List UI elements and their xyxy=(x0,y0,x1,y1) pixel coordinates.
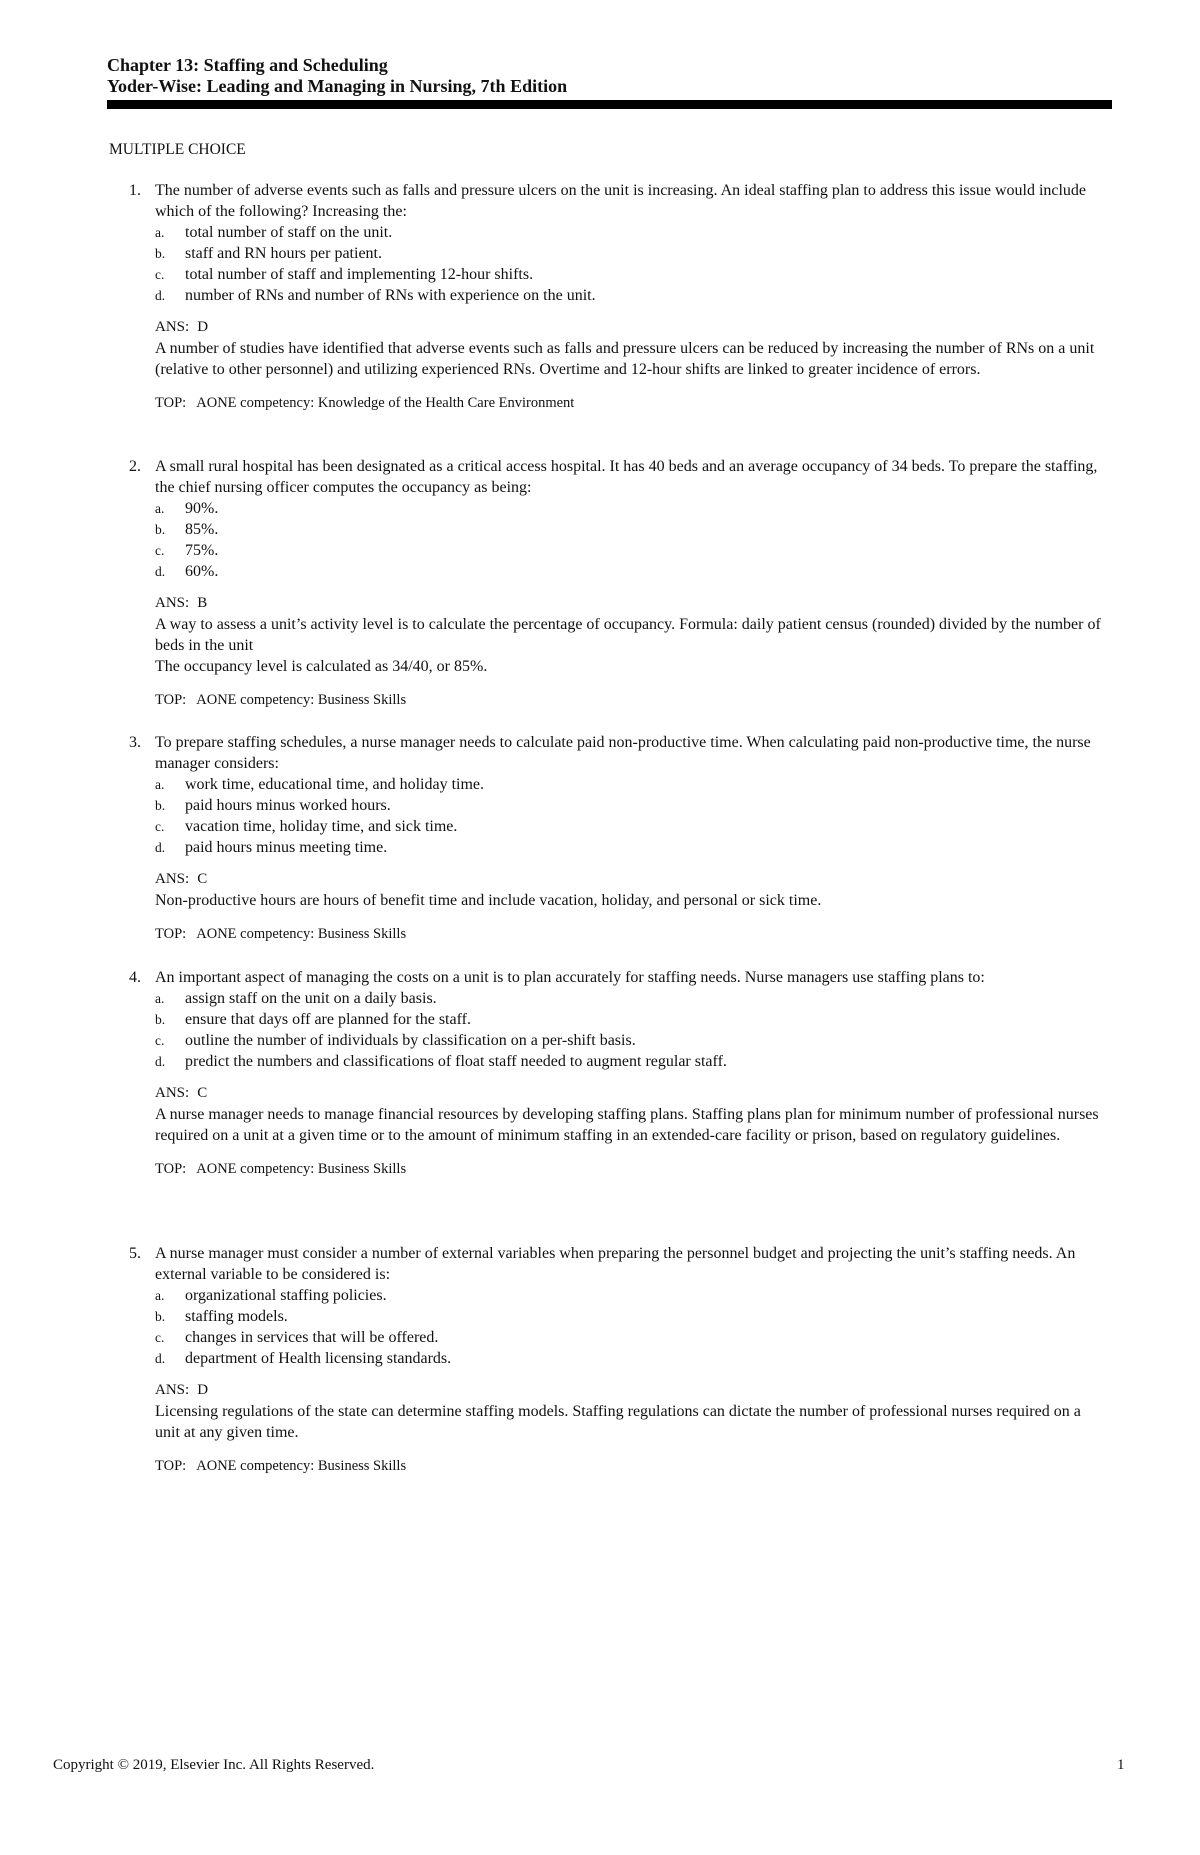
option-text: vacation time, holiday time, and sick time. xyxy=(185,818,458,835)
question-number: 2. xyxy=(129,458,141,475)
topic-label: TOP: xyxy=(155,1161,187,1177)
topic-line xyxy=(155,393,1109,414)
option-list xyxy=(155,774,1109,858)
topic-value: AONE competency: Business Skills xyxy=(196,1161,407,1177)
option-b xyxy=(155,795,1109,816)
option-text: total number of staff on the unit. xyxy=(185,224,393,241)
answer-line xyxy=(155,868,1109,890)
option-text: total number of staff and implementing 12-hour shifts. xyxy=(185,266,534,283)
option-letter: d. xyxy=(155,840,166,855)
option-a xyxy=(155,988,1109,1009)
topic-label: TOP: xyxy=(155,1458,187,1474)
answer-line xyxy=(155,592,1109,614)
answer-value: D xyxy=(197,319,209,335)
option-text: paid hours minus worked hours. xyxy=(185,797,391,814)
topic-line xyxy=(155,924,1109,945)
answer-line xyxy=(155,1379,1109,1401)
option-d xyxy=(155,837,1109,858)
option-letter: a. xyxy=(155,501,165,516)
option-letter: b. xyxy=(155,1309,166,1324)
topic-line xyxy=(155,1159,1109,1180)
topic-label: TOP: xyxy=(155,926,187,942)
rationale: A way to assess a unit’s activity level is to calculate the percentage of occupancy. Formula: daily patient census (rounded) divided by the number of beds in the unit xyxy=(155,616,1101,654)
answer-line xyxy=(155,316,1109,338)
option-letter: a. xyxy=(155,1288,165,1303)
option-text: number of RNs and number of RNs with experience on the unit. xyxy=(185,287,596,304)
option-text: 90%. xyxy=(185,500,219,517)
option-letter: d. xyxy=(155,1351,166,1366)
option-c xyxy=(155,1030,1109,1051)
option-d xyxy=(155,285,1109,306)
question-number: 3. xyxy=(129,734,141,751)
option-b xyxy=(155,1009,1109,1030)
question-1 xyxy=(109,180,1109,456)
option-list xyxy=(155,222,1109,306)
option-b xyxy=(155,243,1109,264)
option-a xyxy=(155,498,1109,519)
question-list xyxy=(109,180,1109,1477)
option-c xyxy=(155,540,1109,561)
topic-value: AONE competency: Knowledge of the Health Care Environment xyxy=(196,395,575,411)
option-text: ensure that days off are planned for the staff. xyxy=(185,1011,471,1028)
answer-block xyxy=(155,1379,1109,1443)
question-stem: To prepare staffing schedules, a nurse manager needs to calculate paid non-productive time. When calculating paid non-productive time, the nurse manager considers: xyxy=(155,734,1091,772)
option-c xyxy=(155,816,1109,837)
topic-value: AONE competency: Business Skills xyxy=(196,1458,407,1474)
answer-label: ANS: xyxy=(155,1085,190,1101)
option-list xyxy=(155,988,1109,1072)
option-letter: d. xyxy=(155,1054,166,1069)
option-letter: a. xyxy=(155,777,165,792)
option-letter: a. xyxy=(155,225,165,240)
option-a xyxy=(155,1285,1109,1306)
option-letter: c. xyxy=(155,267,165,282)
option-list xyxy=(155,1285,1109,1369)
option-text: staff and RN hours per patient. xyxy=(185,245,382,262)
option-text: assign staff on the unit on a daily basis. xyxy=(185,990,437,1007)
question-3 xyxy=(109,732,1109,967)
option-letter: d. xyxy=(155,564,166,579)
option-text: department of Health licensing standards. xyxy=(185,1350,452,1367)
option-letter: a. xyxy=(155,991,165,1006)
question-number: 5. xyxy=(129,1245,141,1262)
option-b xyxy=(155,519,1109,540)
rationale-extra: The occupancy level is calculated as 34/40, or 85%. xyxy=(155,658,488,675)
chapter-title: Chapter 13: Staffing and Scheduling xyxy=(107,55,388,75)
option-text: 75%. xyxy=(185,542,219,559)
question-2 xyxy=(109,456,1109,732)
header-rule xyxy=(107,100,1112,109)
option-c xyxy=(155,1327,1109,1348)
question-stem: An important aspect of managing the costs on a unit is to plan accurately for staffing needs. Nurse managers use staffing plans to: xyxy=(155,969,985,986)
question-stem: A small rural hospital has been designated as a critical access hospital. It has 40 beds and an average occupancy of 34 beds. To prepare the staffing, the chief nursing officer computes the occupancy as being: xyxy=(155,458,1098,496)
answer-label: ANS: xyxy=(155,319,190,335)
option-text: work time, educational time, and holiday time. xyxy=(185,776,485,793)
page-number: 1 xyxy=(1117,1757,1125,1773)
book-title: Yoder-Wise: Leading and Managing in Nursing, 7th Edition xyxy=(107,76,568,96)
answer-label: ANS: xyxy=(155,1382,190,1398)
option-text: organizational staffing policies. xyxy=(185,1287,387,1304)
answer-value: C xyxy=(197,871,208,887)
answer-line xyxy=(155,1082,1109,1104)
copyright-notice: Copyright © 2019, Elsevier Inc. All Rights Reserved. xyxy=(53,1757,375,1773)
answer-value: D xyxy=(197,1382,209,1398)
option-text: predict the numbers and classifications of float staff needed to augment regular staff. xyxy=(185,1053,727,1070)
rationale: A number of studies have identified that adverse events such as falls and pressure ulcers can be reduced by increasing the number of RNs on a unit (relative to other personnel) and utilizing experienced RNs. Overtime and 12-hour shifts are linked to greater incidence of errors. xyxy=(155,340,1095,378)
answer-block xyxy=(155,592,1109,677)
answer-block xyxy=(155,1082,1109,1146)
document-header xyxy=(107,55,1112,97)
option-text: outline the number of individuals by classification on a per-shift basis. xyxy=(185,1032,636,1049)
option-text: 60%. xyxy=(185,563,219,580)
topic-line xyxy=(155,1456,1109,1477)
option-letter: c. xyxy=(155,543,165,558)
option-text: paid hours minus meeting time. xyxy=(185,839,388,856)
answer-label: ANS: xyxy=(155,871,190,887)
option-letter: c. xyxy=(155,1330,165,1345)
question-number: 4. xyxy=(129,969,141,986)
rationale: Licensing regulations of the state can determine staffing models. Staffing regulations can dictate the number of professional nurses required on a unit at any given time. xyxy=(155,1403,1081,1441)
option-letter: b. xyxy=(155,798,166,813)
option-d xyxy=(155,1051,745,1072)
option-text: changes in services that will be offered. xyxy=(185,1329,439,1346)
option-a xyxy=(155,222,1109,243)
option-b xyxy=(155,1306,1109,1327)
option-list xyxy=(155,498,1109,582)
topic-label: TOP: xyxy=(155,395,187,411)
answer-block xyxy=(155,868,1109,911)
option-d xyxy=(155,1348,1109,1369)
answer-value: B xyxy=(197,595,208,611)
option-a xyxy=(155,774,1109,795)
rationale: Non-productive hours are hours of benefit time and include vacation, holiday, and personal or sick time. xyxy=(155,892,822,909)
option-c xyxy=(155,264,1109,285)
option-letter: c. xyxy=(155,1033,165,1048)
option-letter: b. xyxy=(155,522,166,537)
option-letter: d. xyxy=(155,288,166,303)
question-stem: A nurse manager must consider a number of external variables when preparing the personnel budget and projecting the unit’s staffing needs. An external variable to be considered is: xyxy=(155,1245,1076,1283)
answer-value: C xyxy=(197,1085,208,1101)
answer-block xyxy=(155,316,1109,380)
option-d xyxy=(155,561,1109,582)
question-4 xyxy=(109,967,1109,1243)
option-letter: b. xyxy=(155,1012,166,1027)
topic-label: TOP: xyxy=(155,692,187,708)
question-stem: The number of adverse events such as falls and pressure ulcers on the unit is increasing. An ideal staffing plan to address this issue would include which of the following? Increasing the: xyxy=(155,182,1087,220)
topic-line xyxy=(155,690,1109,711)
rationale: A nurse manager needs to manage financial resources by developing staffing plans. Staffing plans plan for minimum number of professional nurses required on a unit at a given time or to the amount of minimum staffing in an extended-care facility or prison, based on regulatory guidelines. xyxy=(155,1106,1099,1144)
option-text: staffing models. xyxy=(185,1308,288,1325)
section-title: MULTIPLE CHOICE xyxy=(109,141,246,158)
topic-value: AONE competency: Business Skills xyxy=(196,692,407,708)
option-text: 85%. xyxy=(185,521,219,538)
question-number: 1. xyxy=(129,182,141,199)
answer-label: ANS: xyxy=(155,595,190,611)
option-letter: b. xyxy=(155,246,166,261)
question-5 xyxy=(109,1243,1109,1477)
topic-value: AONE competency: Business Skills xyxy=(196,926,407,942)
option-letter: c. xyxy=(155,819,165,834)
